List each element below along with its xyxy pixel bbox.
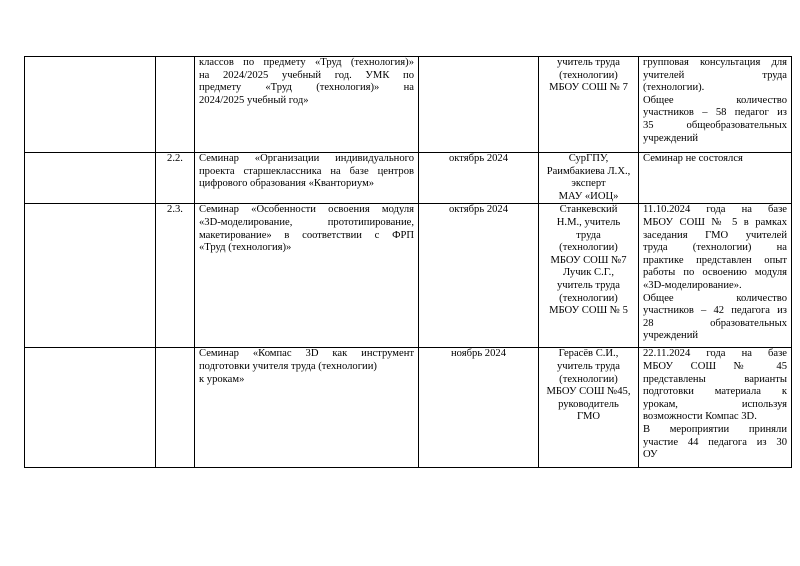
text-line: проекта старшеклассника на базе центров: [199, 165, 414, 177]
text-line: Общее количество: [643, 94, 787, 106]
item-number-cell: [156, 57, 195, 153]
text-line: Раимбакиева Л.Х.,: [546, 165, 631, 177]
text-line: 11.10.2024 года на базе: [643, 204, 787, 216]
text-line: учитель труда: [556, 360, 621, 372]
event-cell: [195, 57, 419, 153]
responsible-cell: [539, 204, 639, 348]
text-line: 35 общеобразовательных: [643, 119, 787, 131]
event-cell: [195, 153, 419, 204]
text-line: макетирование» в соответствии с ФРП: [199, 229, 414, 241]
text-line: ГМО: [576, 411, 601, 423]
text-line: (технологии): [559, 69, 618, 81]
text-line: МБОУ СОШ № 7: [549, 82, 628, 94]
event-cell: [195, 204, 419, 348]
text-line: 22.11.2024 года на базе: [643, 348, 787, 360]
text-line: практике представлен опыт: [643, 254, 787, 266]
date-cell: [419, 57, 539, 153]
responsible-cell: [539, 348, 639, 468]
responsible-cell: [539, 57, 639, 153]
events-table-body: [25, 57, 792, 468]
date-cell: ноябрь 2024: [419, 348, 539, 468]
text-line: учителей труда: [643, 69, 787, 81]
text-line: В мероприятии приняли: [643, 423, 787, 435]
text-line: заседания ГМО учителей: [643, 229, 787, 241]
item-number-cell: 2.3.: [156, 204, 195, 348]
text-line: участие 44 педагога из 30: [643, 436, 787, 448]
text-line: учреждений: [643, 132, 699, 144]
text-line: Общее количество: [643, 292, 787, 304]
text-line: классов по предмету «Труд (технология)»: [199, 57, 414, 68]
text-line: урокам, используя: [643, 398, 787, 410]
text-line: МБОУ СОШ № 45: [643, 360, 787, 372]
text-line: эксперт: [571, 178, 606, 190]
text-line: Семинар «Компас 3D как инструмент: [199, 348, 414, 360]
event-cell: [195, 348, 419, 468]
text-line: МБОУ СОШ № 5: [549, 305, 628, 317]
text-line: МБОУ СОШ № 5 в рамках: [643, 216, 787, 228]
text-line: работы по освоению модуля: [643, 267, 787, 279]
text-line: учитель труда: [556, 279, 621, 291]
events-table: [24, 56, 792, 468]
text-line: Семинар «Особенности освоения модуля: [199, 204, 414, 216]
text-line: на 2024/2025 учебный год. УМК по: [199, 69, 414, 81]
text-line: 28 образовательных: [643, 317, 787, 329]
text-line: МАУ «ИОЦ»: [558, 190, 619, 202]
section-cell: [25, 153, 156, 204]
text-line: Герасёв С.И.,: [558, 348, 619, 360]
text-line: Н.М., учитель: [556, 216, 621, 228]
text-line: руководитель: [558, 398, 619, 410]
text-line: Станкевский: [559, 204, 618, 216]
item-number-cell: 2.2.: [156, 153, 195, 204]
table-row: [25, 57, 792, 153]
text-line: Семинар «Организации индивидуального: [199, 153, 414, 164]
result-cell: [639, 204, 792, 348]
text-line: к урокам»: [199, 373, 245, 385]
text-line: учитель труда: [556, 57, 621, 68]
text-line: МБОУ СОШ №7: [550, 254, 627, 266]
result-cell: [639, 153, 792, 204]
text-line: (технологии): [559, 242, 618, 254]
date-cell: октябрь 2024: [419, 204, 539, 348]
text-line: «3D-моделирование, прототипирование,: [199, 216, 414, 228]
text-line: участников – 58 педагог из: [643, 107, 787, 119]
text-line: (технологии).: [643, 82, 705, 94]
text-line: цифрового образования «Кванториум»: [199, 178, 375, 190]
result-cell: [639, 348, 792, 468]
item-number-cell: [156, 348, 195, 468]
section-cell: [25, 348, 156, 468]
date-cell: октябрь 2024: [419, 153, 539, 204]
text-line: учреждений: [643, 330, 699, 342]
responsible-cell: [539, 153, 639, 204]
text-line: (технологии): [559, 292, 618, 304]
text-line: СурГПУ,: [568, 153, 609, 164]
table-row: [25, 348, 792, 468]
table-row: [25, 153, 792, 204]
table-row: [25, 204, 792, 348]
text-line: труда: [576, 229, 601, 241]
text-line: труда (технологии) на: [643, 242, 787, 254]
text-line: (технологии): [559, 373, 618, 385]
text-line: возможности Компас 3D.: [643, 411, 757, 423]
section-cell: [25, 204, 156, 348]
text-line: групповая консультация для: [643, 57, 787, 68]
text-line: ОУ: [643, 449, 658, 461]
text-line: 2024/2025 учебный год»: [199, 94, 309, 106]
text-line: подготовки материала к: [643, 386, 787, 398]
text-line: участников – 42 педагога из: [643, 305, 787, 317]
text-line: МБОУ СОШ №45,: [546, 386, 631, 398]
text-line: Семинар не состоялся: [643, 153, 743, 164]
section-cell: [25, 57, 156, 153]
text-line: предмету «Труд (технология)» на: [199, 82, 414, 94]
text-line: «3D-моделирование».: [643, 279, 742, 291]
text-line: представлены варианты: [643, 373, 787, 385]
text-line: Лучик С.Г.,: [563, 267, 614, 279]
result-cell: [639, 57, 792, 153]
text-line: подготовки учителя труда (технологии): [199, 360, 377, 372]
text-line: «Труд (технология)»: [199, 242, 292, 254]
